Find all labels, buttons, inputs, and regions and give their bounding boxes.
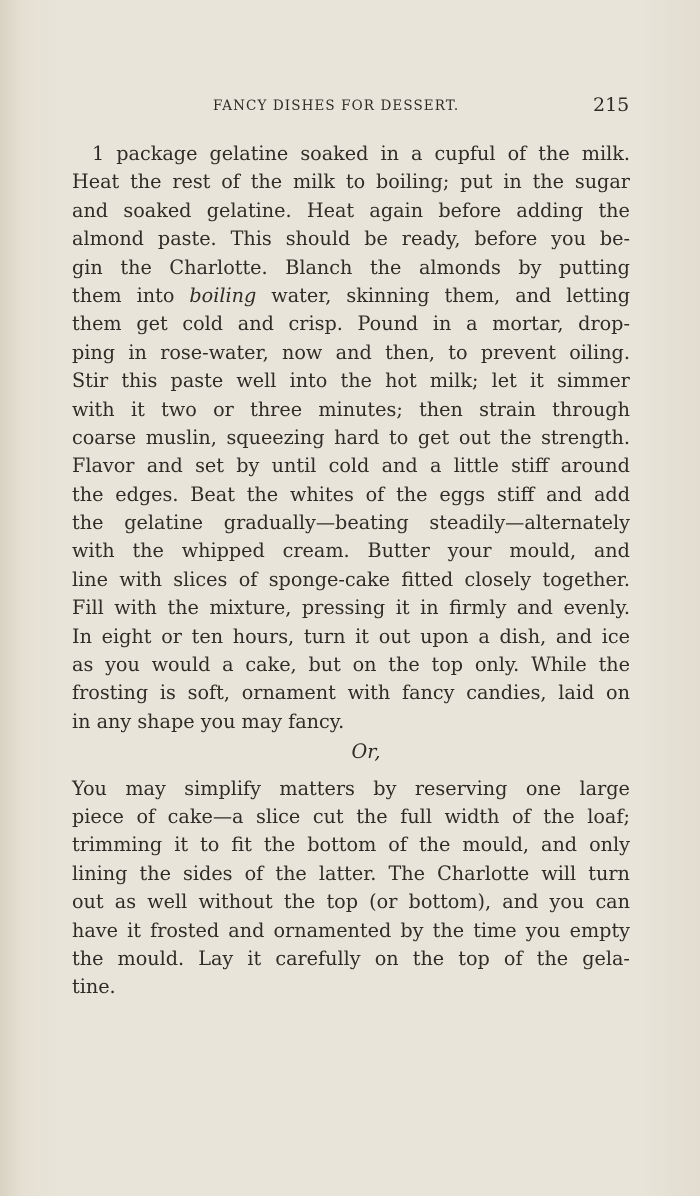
text-line: tine. [72, 975, 116, 999]
page-number: 215 [593, 94, 630, 116]
text-line: In eight or ten hours, turn it out upon a dish, and ice [72, 624, 630, 648]
text-line: the mould. Lay it carefully on the top of the gela- [72, 946, 630, 970]
text-line: coarse muslin, squeezing hard to get out the strength. [72, 425, 630, 449]
paragraph-alternative [72, 775, 630, 1002]
text-line: the gelatine gradually—beating steadily—alternately [72, 511, 630, 535]
text-line: the edges. Beat the whites of the eggs stiff and add [72, 482, 630, 506]
text-line: lining the sides of the latter. The Charlotte will turn [72, 861, 630, 885]
separator-or: Or, [351, 740, 381, 764]
text-line: 1 package gelatine soaked in a cupful of the milk. [92, 142, 630, 165]
text-line: with it two or three minutes; then strain through [72, 397, 630, 421]
text-line: in any shape you may fancy. [72, 709, 345, 733]
text-line: piece of cake—a slice cut the full width of the loaf; [72, 804, 630, 828]
text-line: ping in rose-water, now and then, to prevent oiling. [72, 340, 630, 364]
text-line: have it frosted and ornamented by the time you empty [72, 918, 630, 942]
text-line: them get cold and crisp. Pound in a mortar, drop- [72, 312, 630, 336]
running-head: FANCY DISHES FOR DESSERT. [213, 98, 460, 114]
text-line: gin the Charlotte. Blanch the almonds by putting [72, 255, 630, 279]
text-line: as you would a cake, but on the top only. While the [72, 653, 630, 677]
text-line: and soaked gelatine. Heat again before adding the [72, 198, 630, 222]
text-line: almond paste. This should be ready, before you be- [72, 227, 630, 251]
text-line: frosting is soft, ornament with fancy candies, laid on [72, 681, 630, 705]
page-header [0, 92, 700, 122]
text-line: Heat the rest of the milk to boiling; put in the sugar [72, 170, 630, 194]
text-line: them into boiling water, skinning them, and letting [72, 283, 630, 307]
page-body [72, 140, 630, 1002]
text-line: trimming it to fit the bottom of the mould, and only [72, 833, 630, 857]
paragraph-recipe-instructions [72, 140, 630, 736]
text-line: with the whipped cream. Butter your mould, and [72, 539, 630, 563]
text-line: Stir this paste well into the hot milk; let it simmer [72, 369, 630, 393]
text-line: out as well without the top (or bottom), and you can [72, 890, 630, 914]
text-line: You may simplify matters by reserving one large [72, 776, 630, 800]
text-line: Fill with the mixture, pressing it in firmly and evenly. [72, 596, 630, 620]
text-line: Flavor and set by until cold and a little stiff around [72, 454, 630, 478]
text-line: line with slices of sponge-cake fitted closely together. [72, 567, 630, 591]
